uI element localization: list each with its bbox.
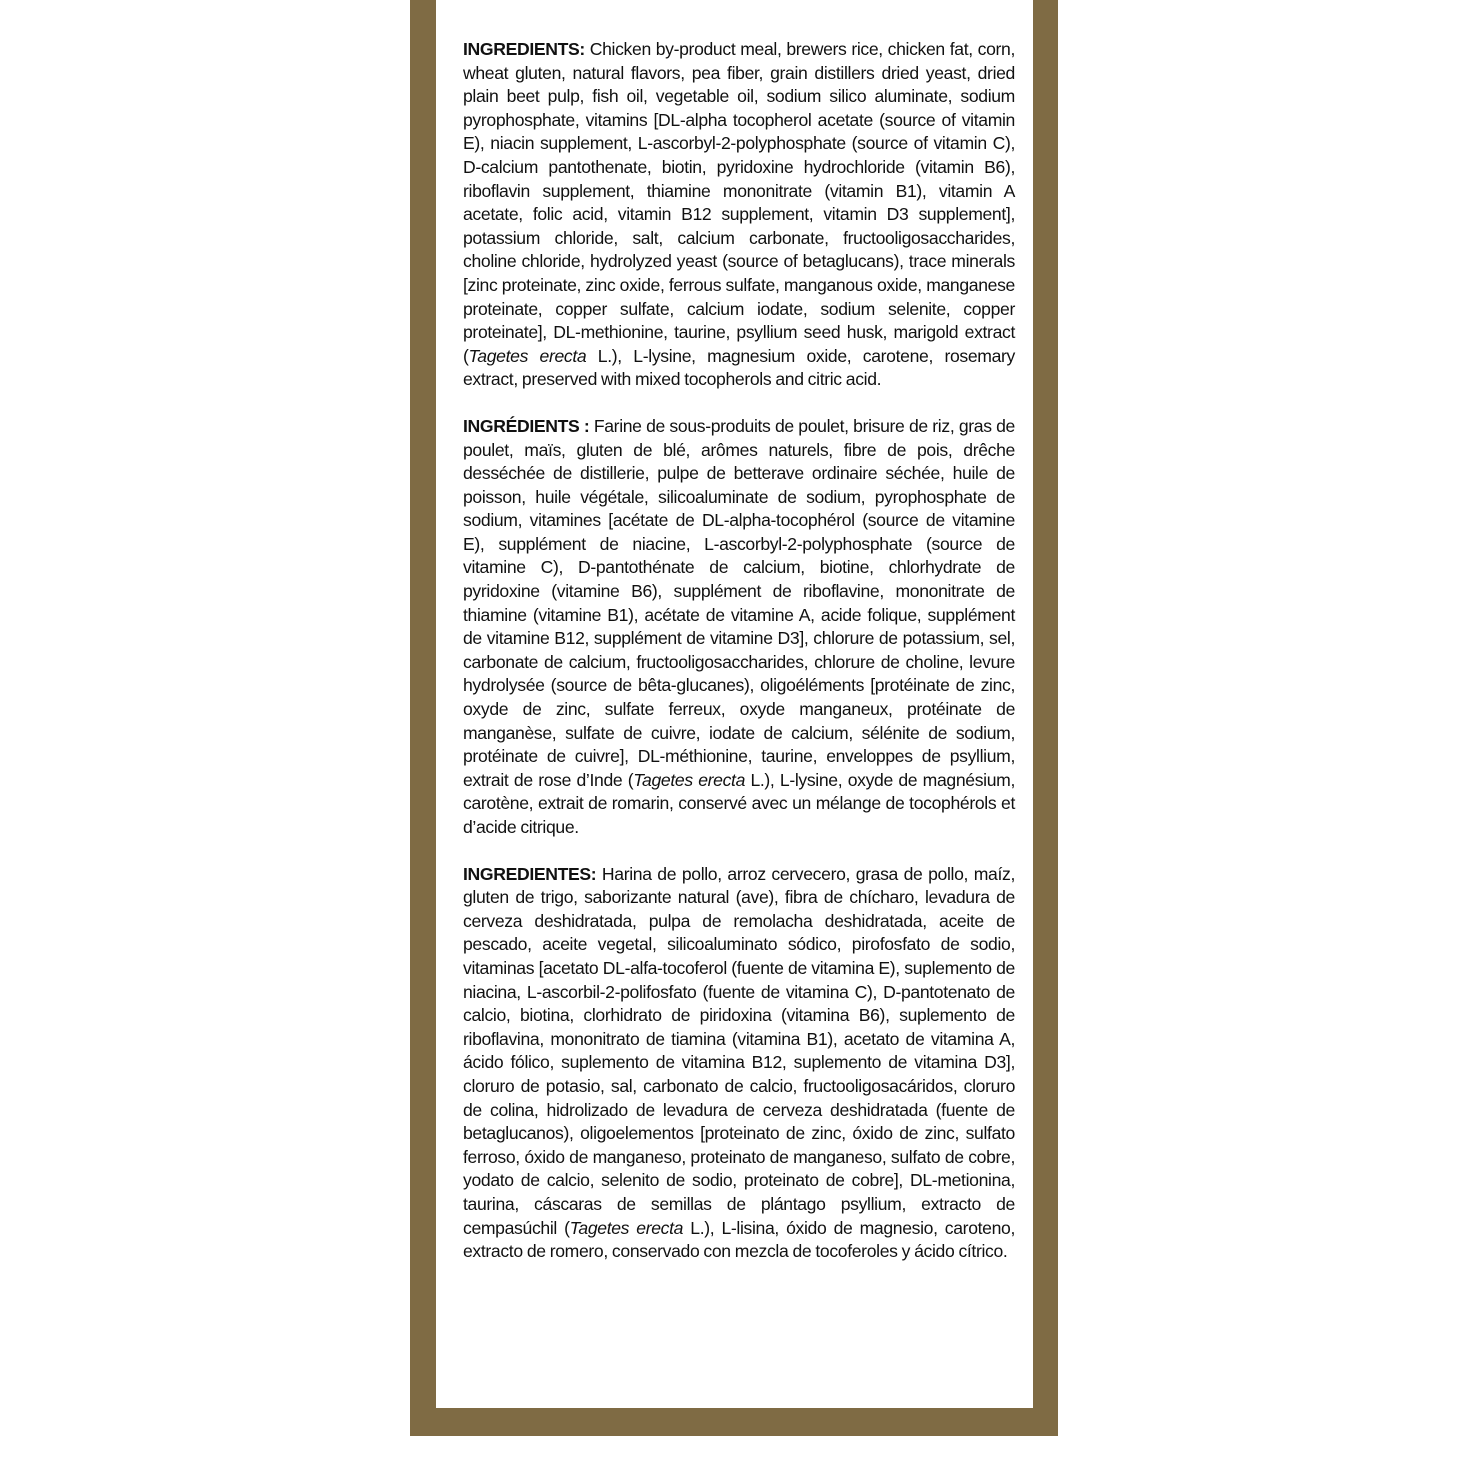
ingredients-spanish [463,863,1015,1264]
ingredients-text-spanish-part1: Harina de pollo, arroz cervecero, grasa de pollo, maíz, gluten de trigo, saborizante natural (ave), fibra de chícharo, levadura de cerveza deshidratada, pulpa de remolacha deshidratada, aceite de pescado, aceite vegetal, silicoaluminato sódico, pirofosfato de sodio, vitaminas [acetato DL-alfa-tocoferol (fuente de vitamina E), suplemento de niacina, L-ascorbil-2-polifosfato (fuente de vitamina C), D-pantotenato de calcio, biotina, clorhidrato de piridoxina (vitamina B6), suplemento de riboflavina, mononitrato de tiamina (vitamina B1), acetato de vitamina A, ácido fólico, suplemento de vitamina B12, suplemento de vitamina D3], cloruro de potasio, sal, carbonato de calcio, fructooligosacáridos, cloruro de colina, hidrolizado de levadura de cerveza deshidratada (fuente de betaglucanos), oligoelementos [proteinato de zinc, óxido de zinc, sulfato ferroso, óxido de manganeso, proteinato de manganeso, sulfato de cobre, yodato de calcio, selenito de sodio, proteinato de cobre], DL-metionina, taurina, cáscaras de semillas de plántago psyllium, extracto de cempasúchil ( [463,863,1015,1238]
species-name-english: Tagetes erecta [468,345,587,366]
ingredients-french [463,415,1015,840]
ingredients-heading-english: INGREDIENTS: [463,39,585,59]
ingredients-text-english-part2: L.), L-lysine, magnesium oxide, carotene, rosemary extract, preserved with mixed tocopherols and citric acid. [463,345,1015,390]
ingredients-heading-spanish: INGREDIENTES: [463,863,597,884]
ingredients-text-spanish-part2: L.), L-lisina, óxido de magnesio, caroteno, extracto de romero, conservado con mezcla de tocoferoles y ácido cítrico. [463,1217,1016,1262]
ingredients-heading-french: INGRÉDIENTS : [463,415,590,436]
ingredients-english [463,38,1015,392]
ingredients-text-english-part1: Chicken by-product meal, brewers rice, chicken fat, corn, wheat gluten, natural flavors, pea fiber, grain distillers dried yeast, dried plain beet pulp, fish oil, vegetable oil, sodium silico aluminate, sodium pyrophosphate, vitamins [DL-alpha tocopherol acetate (source of vitamin E), niacin supplement, L-ascorbyl-2-polyphosphate (source of vitamin C), D-calcium pantothenate, biotin, pyridoxine hydrochloride (vitamin B6), riboflavin supplement, thiamine mononitrate (vitamin B1), vitamin A acetate, folic acid, vitamin B12 supplement, vitamin D3 supplement], potassium chloride, salt, calcium carbonate, fructooligosaccharides, choline chloride, hydrolyzed yeast (source of betaglucans), trace minerals [zinc proteinate, zinc oxide, ferrous sulfate, manganous oxide, manganese proteinate, copper sulfate, calcium iodate, sodium selenite, copper proteinate], DL-methionine, taurine, psyllium seed husk, marigold extract ( [463,39,1015,366]
species-name-spanish: Tagetes erecta [569,1217,684,1238]
ingredients-text-french-part1: Farine de sous-produits de poulet, brisure de riz, gras de poulet, maïs, gluten de blé, arômes naturels, fibre de pois, drêche desséchée de distillerie, pulpe de betterave ordinaire séchée, huile de poisson, huile végétale, silicoaluminate de sodium, pyrophosphate de sodium, vitamines [acétate de DL-alpha-tocophérol (source de vitamine E), supplément de niacine, L-ascorbyl-2-polyphosphate (source de vitamine C), D-pantothénate de calcium, biotine, chlorhydrate de pyridoxine (vitamine B6), supplément de riboflavine, mononitrate de thiamine (vitamine B1), acétate de vitamine A, acide folique, supplément de vitamine B12, supplément de vitamine D3], chlorure de potassium, sel, carbonate de calcium, fructooligosaccharides, chlorure de choline, levure hydrolysée (source de bêta-glucanes), oligoéléments [protéinate de zinc, oxyde de zinc, sulfate ferreux, oxyde manganeux, protéinate de manganèse, sulfate de cuivre, iodate de calcium, sélénite de sodium, protéinate de cuivre], DL-méthionine, taurine, enveloppes de psyllium, extrait de rose d’Inde ( [463,415,1015,790]
ingredients-content [463,38,1015,1264]
species-name-french: Tagetes erecta [633,769,746,790]
ingredients-text-french-part2: L.), L-lysine, oxyde de magnésium, carotène, extrait de romarin, conservé avec un mélange de tocophérols et d’acide citrique. [463,769,1015,837]
